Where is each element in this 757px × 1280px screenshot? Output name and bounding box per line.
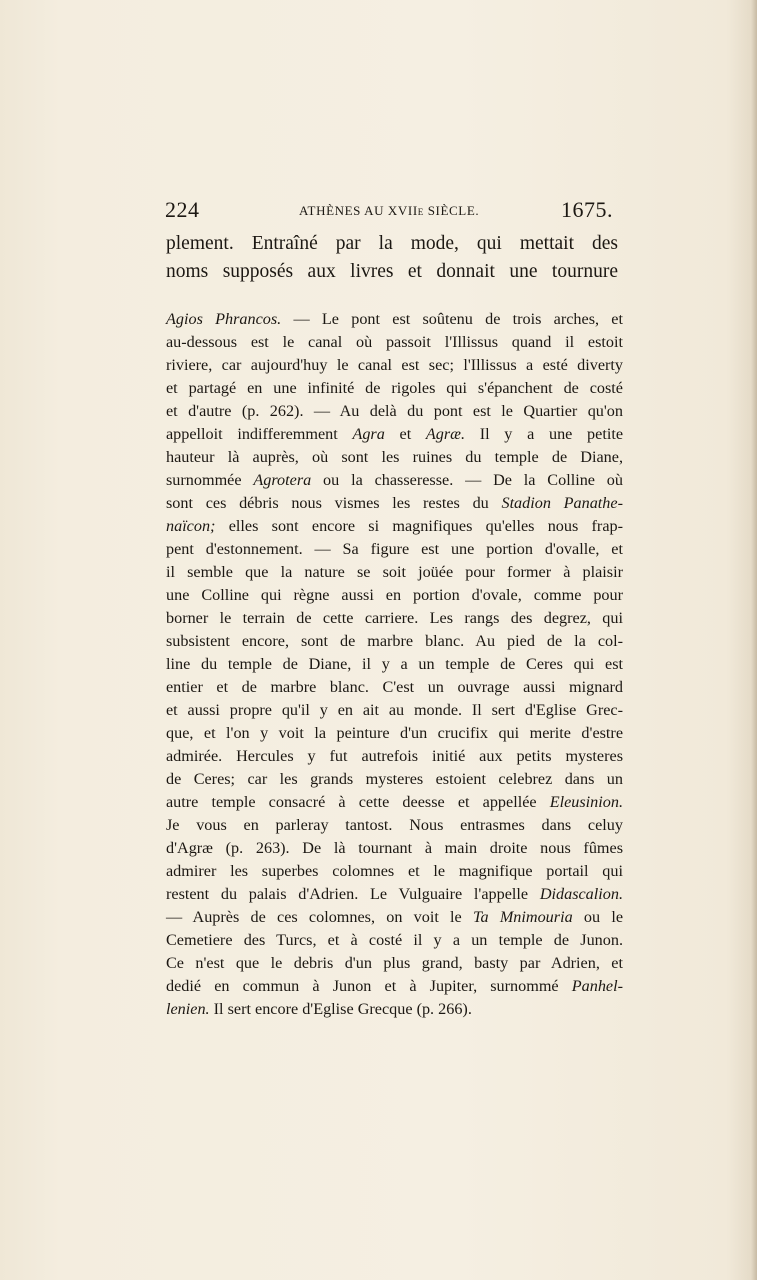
page-number: 224 (165, 197, 200, 222)
italic-text: naïcon; (166, 517, 216, 535)
footnote-line (166, 561, 623, 584)
footnote-line (166, 584, 623, 607)
footnote-line (166, 699, 623, 722)
text-run: pent d'estonnement. — Sa figure est une portion d'ovalle, et (166, 540, 623, 558)
footnote-line (166, 745, 623, 768)
footnote-line (166, 331, 623, 354)
footnote-line (166, 630, 623, 653)
text-run: line du temple de Diane, il y a un temple de Ceres qui est (166, 655, 623, 673)
footnote-line (166, 515, 623, 538)
footnote-line (166, 469, 623, 492)
footnote-line (166, 377, 623, 400)
text-run: il semble que la nature se soit joüée pour former à plaisir (166, 563, 623, 581)
text-run: sont ces débris nous vismes les restes du (166, 494, 502, 512)
italic-text: Panhel- (571, 977, 623, 995)
footnote-line (166, 906, 623, 929)
footnote-line (166, 538, 623, 561)
italic-text: lenien. (166, 1000, 210, 1018)
text-run: Ce n'est que le debris d'un plus grand, basty par Adrien, et (166, 954, 623, 972)
text-run: Il sert encore d'Eglise Grecque (p. 266). (209, 1000, 472, 1018)
text-run: et partagé en une infinité de rigoles qui s'épanchent de costé (166, 379, 623, 397)
footnote-line (166, 791, 623, 814)
italic-text: Eleusinion. (549, 793, 623, 811)
text-run: admirée. Hercules y fut autrefois initié aux petits mysteres (166, 747, 623, 765)
page-edge-shadow (751, 0, 757, 1280)
text-run: Il y a une petite (465, 425, 624, 443)
text-run: de Ceres; car les grands mysteres estoient celebrez dans un (166, 770, 623, 788)
footnote-line (166, 400, 623, 423)
footnote-line (166, 492, 623, 515)
text-run: hauteur là auprès, où sont les ruines du temple de Diane, (166, 448, 623, 466)
footnote-line (166, 929, 623, 952)
text-run: elles sont encore si magnifiques qu'elles nous frap- (215, 517, 623, 535)
text-run: d'Agræ (p. 263). De là tournant à main droite nous fûmes (166, 839, 623, 857)
footnote-line (166, 814, 623, 837)
text-run: surnommée (166, 471, 254, 489)
footnote-line (166, 653, 623, 676)
footnote-line (166, 722, 623, 745)
text-run: une Colline qui règne aussi en portion d'ovale, comme pour (166, 586, 623, 604)
footnote-line (166, 883, 623, 906)
footnote-line (166, 837, 623, 860)
footnote-line (166, 860, 623, 883)
main-text (166, 230, 618, 285)
text-run: subsistent encore, sont de marbre blanc. Au pied de la col- (166, 632, 623, 650)
text-run: dedié en commun à Junon et à Jupiter, surnommé (166, 977, 572, 995)
text-run: et (384, 425, 426, 443)
italic-text: Ta Mnimouria (472, 908, 573, 926)
text-run: restent du palais d'Adrien. Le Vulguaire l'appelle (166, 885, 540, 903)
italic-text: Agios Phrancos. (166, 310, 282, 328)
text-run: et aussi propre qu'il y en ait au monde. Il sert d'Eglise Grec- (166, 701, 623, 719)
main-text-line: plement. Entraîné par la mode, qui mettait des (166, 233, 618, 254)
italic-text: Agræ. (425, 425, 466, 443)
main-text-line: noms supposés aux livres et donnait une tournure (166, 260, 618, 282)
text-run: ou la chasseresse. — De la Colline où (311, 471, 623, 489)
footnote-line (166, 768, 623, 791)
text-run: riviere, car aujourd'huy le canal est sec; l'Illissus a esté diverty (166, 356, 623, 374)
running-header (165, 197, 615, 227)
footnote-line (166, 676, 623, 699)
footnote-line (166, 423, 623, 446)
text-run: Cemetiere des Turcs, et à costé il y a un temple de Junon. (166, 931, 623, 949)
text-run: admirer les superbes colomnes et le magnifique portail qui (166, 862, 623, 880)
text-run: au-dessous est le canal où passoit l'Illissus quand il estoit (166, 333, 623, 351)
text-run: ou le (572, 908, 624, 926)
italic-text: Agrotera (253, 471, 312, 489)
italic-text: Agra (352, 425, 385, 443)
italic-text: Didascalion. (539, 885, 623, 903)
footnote-line (166, 446, 623, 469)
italic-text: Stadion Panathe- (501, 494, 623, 512)
footnote-line (166, 998, 623, 1021)
text-run: — Auprès de ces colomnes, on voit le (166, 908, 473, 926)
text-run: autre temple consacré à cette deesse et appellée (166, 793, 550, 811)
footnote-line (166, 952, 623, 975)
text-run: — Le pont est soûtenu de trois arches, et (281, 310, 623, 328)
text-run: appelloit indifferemment (166, 425, 353, 443)
footnote-line (166, 354, 623, 377)
text-run: Je vous en parleray tantost. Nous entrasmes dans celuy (166, 816, 623, 834)
text-run: borner le terrain de cette carriere. Les rangs des degrez, qui (166, 609, 623, 627)
footnote-line (166, 607, 623, 630)
footnote-line (166, 308, 623, 331)
footnote-block (166, 308, 623, 1021)
footnote-line (166, 975, 623, 998)
text-run: que, et l'on y voit la peinture d'un crucifix qui merite d'estre (166, 724, 623, 742)
text-run: entier et de marbre blanc. C'est un ouvrage aussi mignard (166, 678, 623, 696)
header-year: 1675. (561, 197, 613, 222)
text-run: et d'autre (p. 262). — Au delà du pont est le Quartier qu'on (166, 402, 623, 420)
running-head-title: ATHÈNES AU XVIIe SIÈCLE. (299, 203, 480, 218)
